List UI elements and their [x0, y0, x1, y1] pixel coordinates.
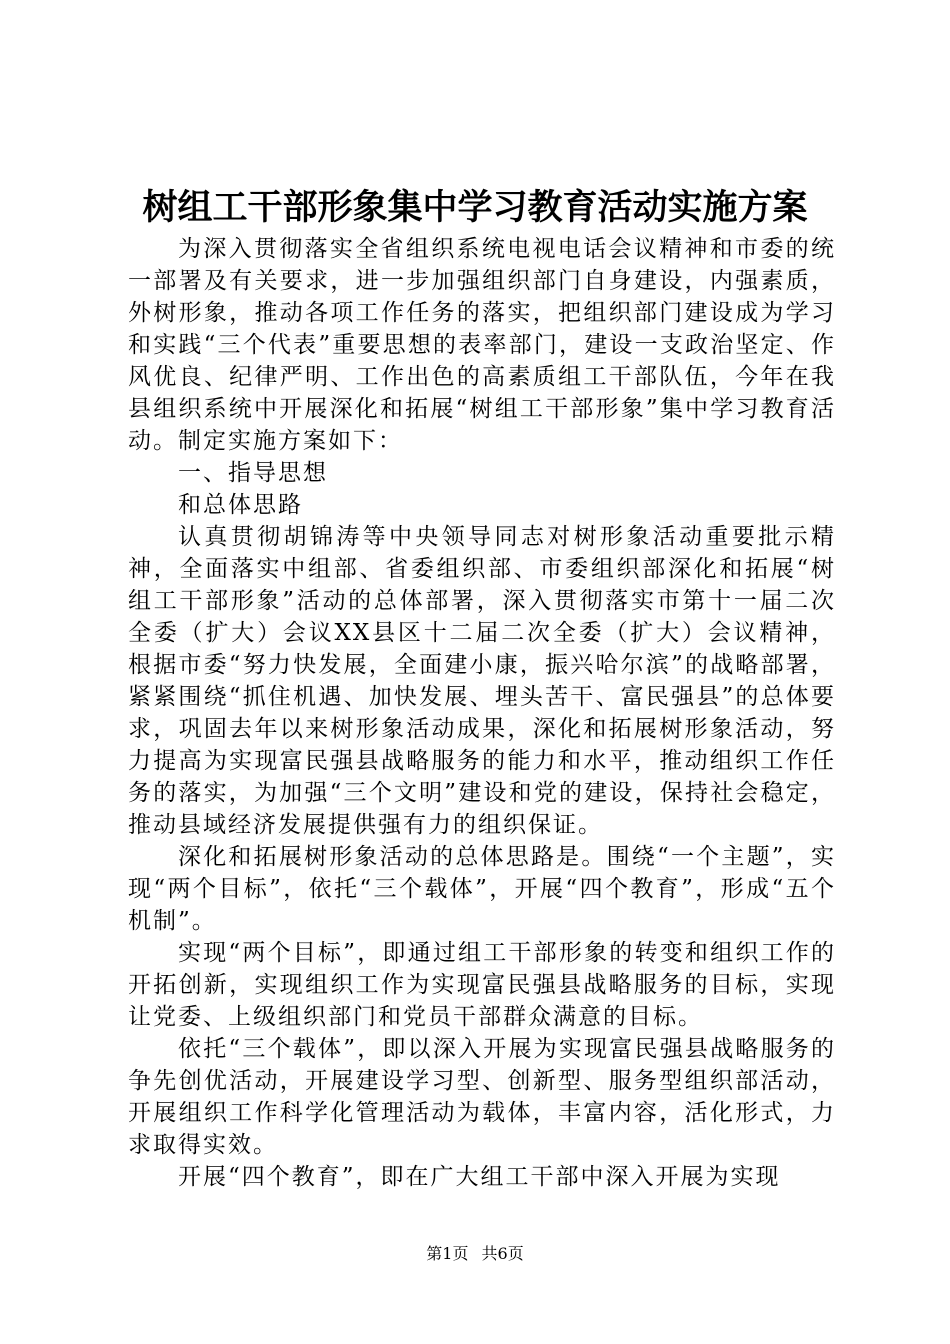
- paragraph-guiding-thought: 认真贯彻胡锦涛等中央领导同志对树形象活动重要批示精神，全面落实中组部、省委组织部、市委组织部深化和拓展“树组工干部形象”活动的总体部署，深入贯彻落实市第十一届二次全委（扩大）会议XX县区十二届二次全委（扩大）会议精神，根据市委“努力快发展，全面建小康，振兴哈尔滨”的战略部署，紧紧围绕“抓住机遇、加快发展、埋头苦干、富民强县”的总体要求，巩固去年以来树形象活动成果，深化和拓展树形象活动，努力提高为实现富民强县战略服务的能力和水平，推动组织工作任务的落实，为加强“三个文明”建设和党的建设，保持社会稳定，推动县域经济发展提供强有力的组织保证。: [128, 524, 836, 838]
- section-heading-guiding-thought: 一、指导思想: [178, 460, 328, 486]
- paragraph-overall-approach: 深化和拓展树形象活动的总体思路是。围绕“一个主题”，实现“两个目标”，依托“三个载体”，开展“四个教育”，形成“五个机制”。: [128, 844, 836, 934]
- paragraph-two-goals: 实现“两个目标”，即通过组工干部形象的转变和组织工作的开拓创新，实现组织工作为实现富民强县战略服务的目标，实现让党委、上级组织部门和党员干部群众满意的目标。: [128, 940, 836, 1030]
- page-footer: [0, 1244, 950, 1264]
- page-total: 共6页: [481, 1244, 524, 1263]
- paragraph-three-carriers: 依托“三个载体”，即以深入开展为实现富民强县战略服务的争先创优活动，开展建设学习型、创新型、服务型组织部活动，开展组织工作科学化管理活动为载体，丰富内容，活化形式，力求取得实效。: [128, 1036, 836, 1158]
- document-title: 树组工干部形象集中学习教育活动实施方案: [142, 187, 808, 228]
- paragraph-four-educations: 开展“四个教育”，即在广大组工干部中深入开展为实现: [178, 1164, 781, 1190]
- document-body: [128, 233, 836, 1193]
- section-heading-overall-approach: 和总体思路: [178, 492, 303, 518]
- paragraph-intro: 为深入贯彻落实全省组织系统电视电话会议精神和市委的统一部署及有关要求，进一步加强组织部门自身建设，内强素质，外树形象，推动各项工作任务的落实，把组织部门建设成为学习和实践“三个代表”重要思想的表率部门，建设一支政治坚定、作风优良、纪律严明、工作出色的高素质组工干部队伍，今年在我县组织系统中开展深化和拓展“树组工干部形象”集中学习教育活动。制定实施方案如下：: [128, 236, 836, 454]
- page-number: 第1页: [426, 1244, 469, 1263]
